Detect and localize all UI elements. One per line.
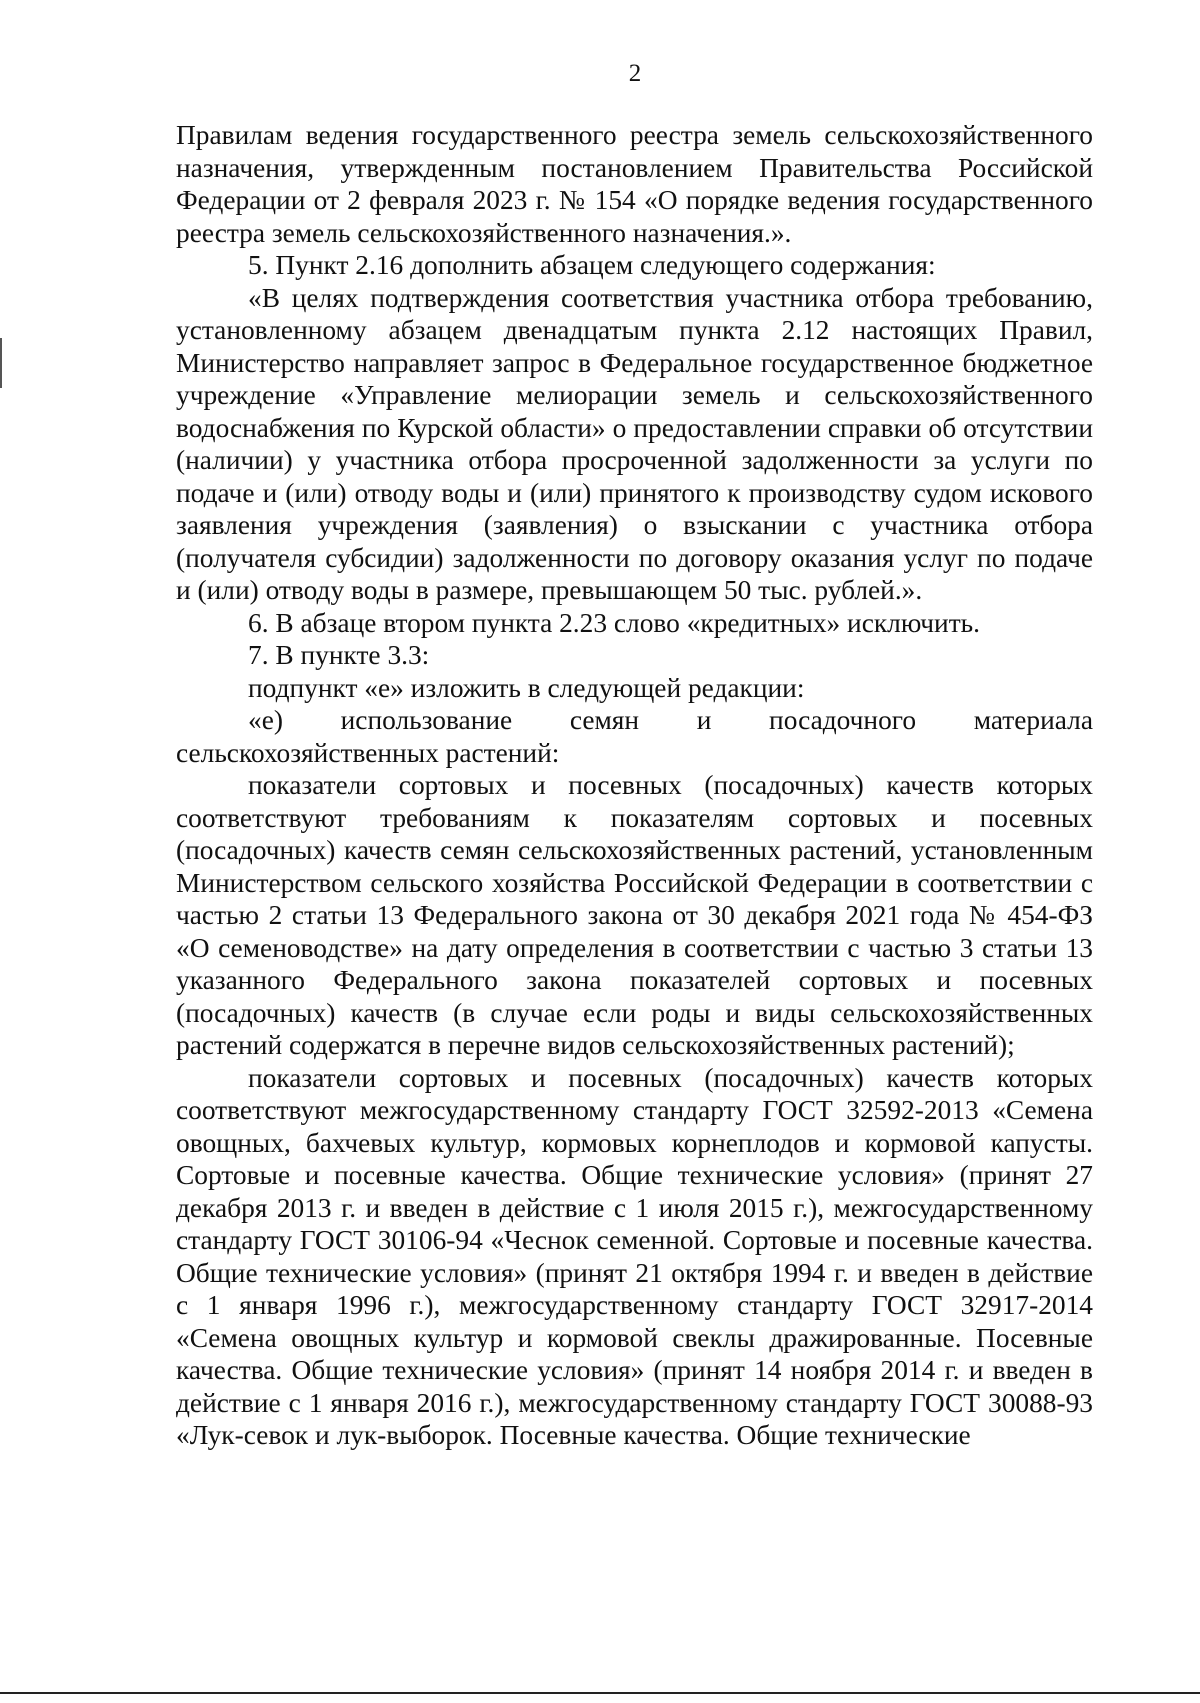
document-body bbox=[176, 119, 1093, 1452]
paragraph-indicators-2: показатели сортовых и посевных (посадочных) качеств которых соответствуют межгосударственному стандарту ГОСТ 32592-2013 «Семена овощных, бахчевых культур, кормовых корнеплодов и кормовой капусты. Сортовые и посевные качества. Общие технические условия» (принят 27 декабря 2013 г. и введен в действие с 1 июля 2015 г.), межгосударственному стандарту ГОСТ 30106-94 «Чеснок семенной. Сортовые и посевные качества. Общие технические условия» (принят 21 октября 1994 г. и введен в действие с 1 января 1996 г.), межгосударственному стандарту ГОСТ 32917-2014 «Семена овощных культур и кормовой свеклы дражированные. Посевные качества. Общие технические условия» (принят 14 ноября 2014 г. и введен в действие с 1 января 2016 г.), межгосударственному стандарту ГОСТ 30088-93 «Лук-севок и лук-выборок. Посевные качества. Общие технические bbox=[176, 1062, 1093, 1450]
paragraph-subitem-e-intro: подпункт «е» изложить в следующей редакции: bbox=[248, 672, 805, 703]
paragraph-item-5: 5. Пункт 2.16 дополнить абзацем следующего содержания: bbox=[248, 250, 936, 280]
page-number: 2 bbox=[628, 60, 642, 87]
paragraph-indicators-1: показатели сортовых и посевных (посадочных) качеств которых соответствуют требованиям к показателям сортовых и посевных (посадочных) качеств семян сельскохозяйственных растений, установленным Министерством сельского хозяйства Российской Федерации в соответствии с частью 2 статьи 13 Федерального закона от 30 декабря 2021 года № 454-ФЗ «О семеноводстве» на дату определения в соответствии с частью 3 статьи 13 указанного Федерального закона показателей сортовых и посевных (посадочных) качеств (в случае если роды и виды сельскохозяйственных растений содержатся в перечне видов сельскохозяйственных растений); bbox=[176, 770, 1093, 1060]
paragraph-subitem-e: «е) использование семян и посадочного материала сельскохозяйственных растений: bbox=[176, 705, 1093, 768]
paragraph-item-7: 7. В пункте 3.3: bbox=[248, 640, 430, 670]
paragraph-quoted-amendment: «В целях подтверждения соответствия участника отбора требованию, установленному абзацем двенадцатым пункта 2.12 настоящих Правил, Министерство направляет запрос в Федеральное государственное бюджетное учреждение «Управление мелиорации земель и сельскохозяйственного водоснабжения по Курской области» о предоставлении справки об отсутствии (наличии) у участника отбора просроченной задолженности за услуги по подаче и (или) отводу воды и (или) принятого к производству судом искового заявления учреждения (заявления) о взыскании с участника отбора (получателя субсидии) задолженности по договору оказания услуг по подаче и (или) отводу воды в размере, превышающем 50 тыс. рублей.». bbox=[176, 282, 1093, 605]
scan-bottom-edge bbox=[0, 1692, 1200, 1694]
paragraph-continuation: Правилам ведения государственного реестра земель сельскохозяйственного назначения, утвержденным постановлением Правительства Российской Федерации от 2 февраля 2023 г. № 154 «О порядке ведения государственного реестра земель сельскохозяйственного назначения.». bbox=[176, 120, 1093, 248]
scan-edge-mark bbox=[0, 338, 2, 388]
paragraph-item-6: 6. В абзаце втором пункта 2.23 слово «кредитных» исключить. bbox=[248, 607, 981, 638]
